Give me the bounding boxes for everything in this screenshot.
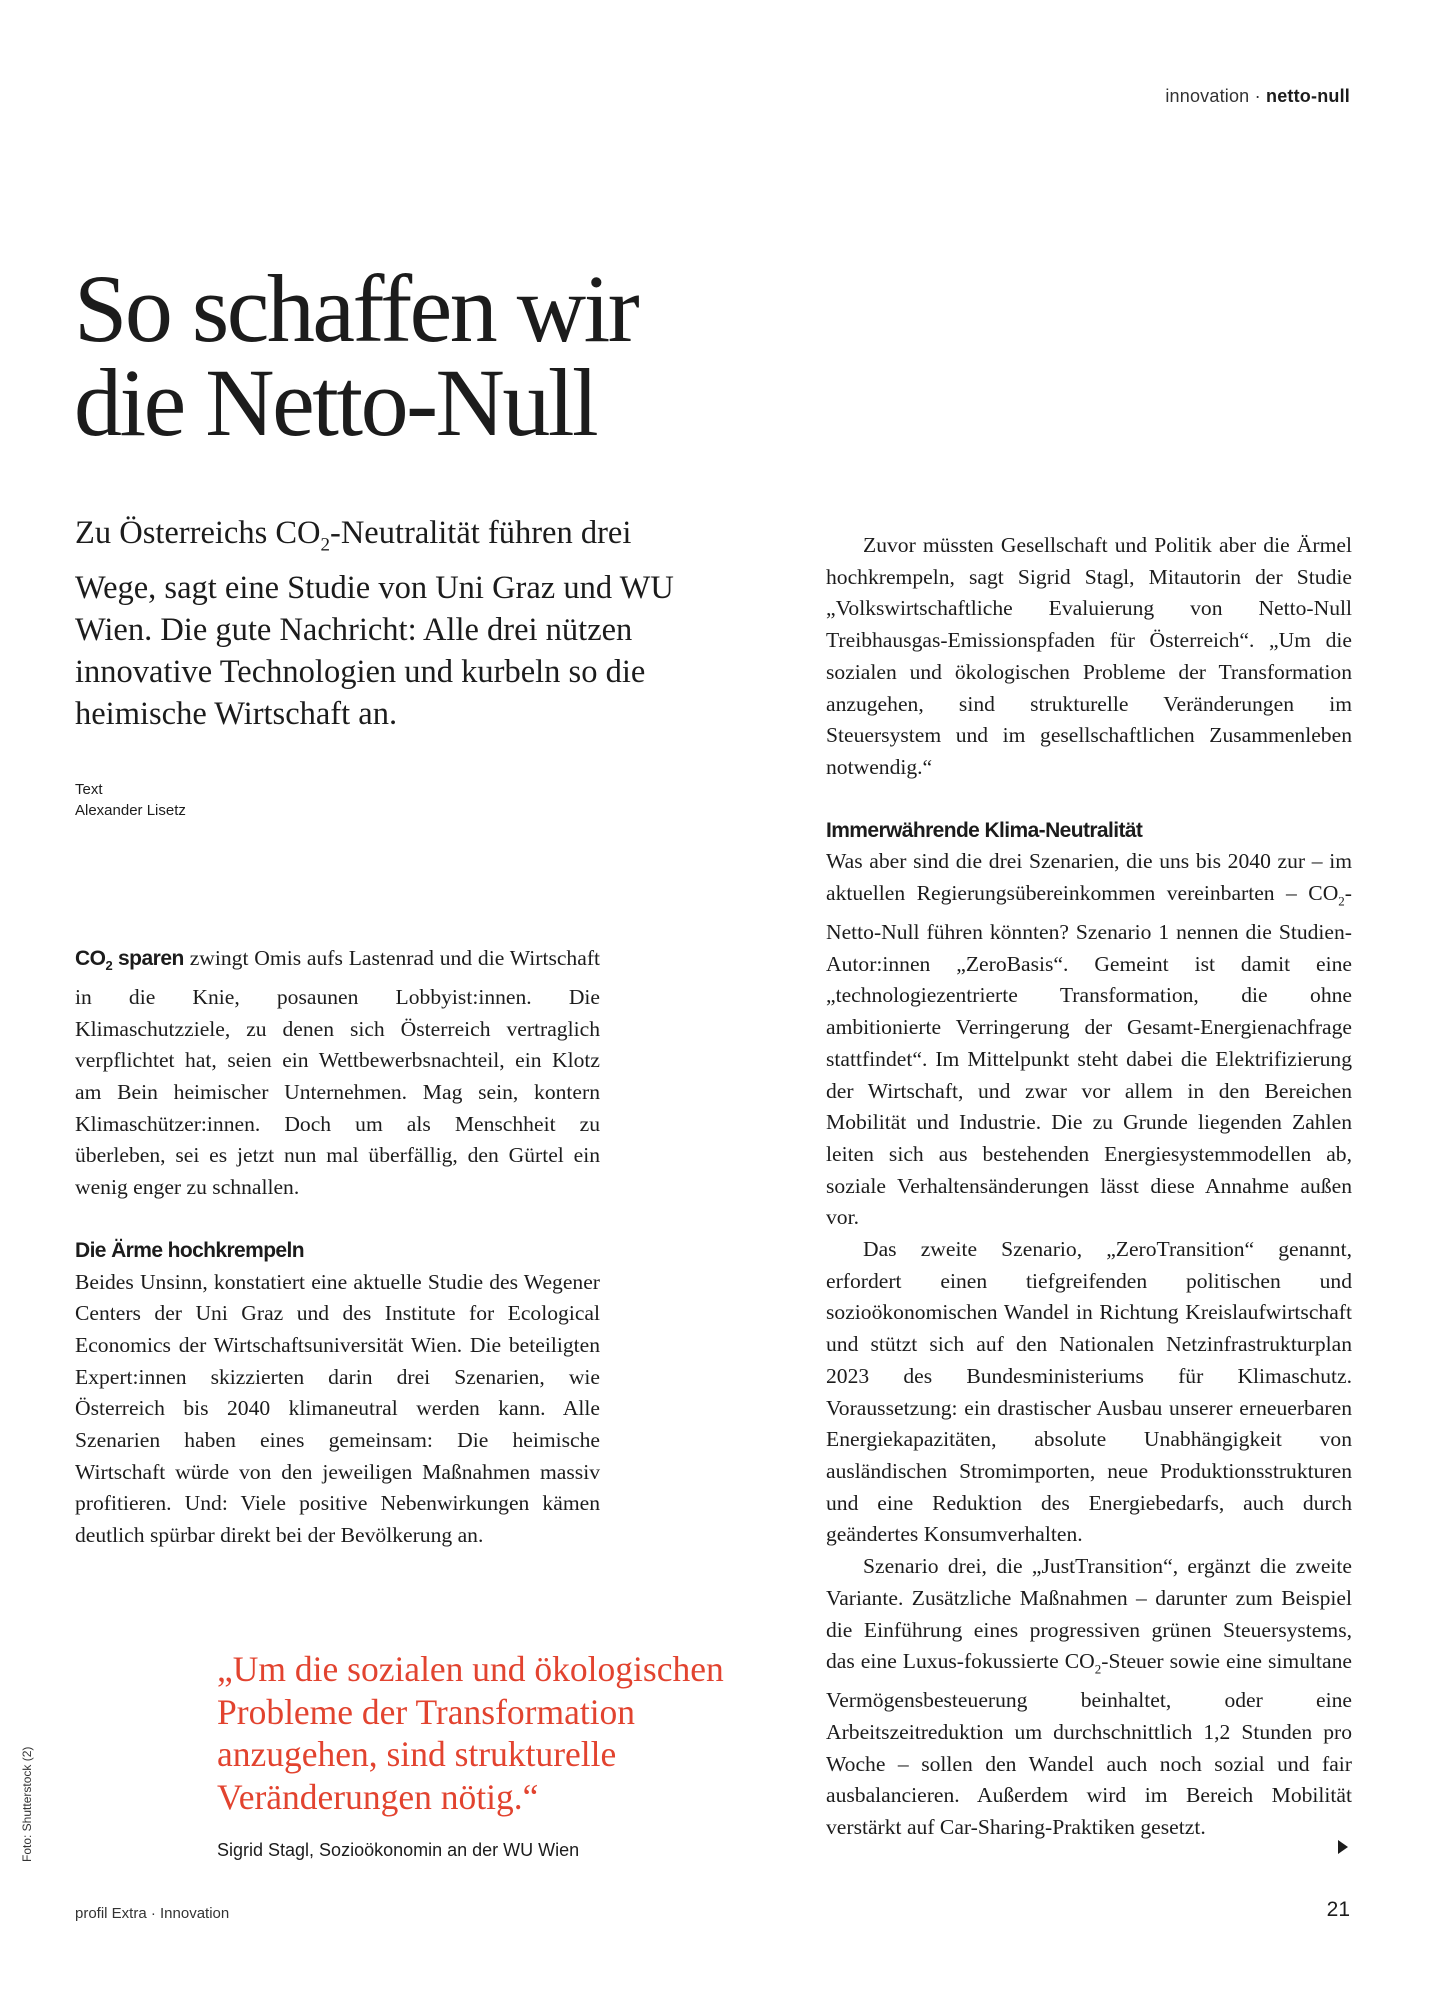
right-paragraph-4-text-2: -Steuer sowie eine simultane Vermögensbesteuerung beinhaltet, oder eine Arbeitszeitreduktion um durchschnittlich 1,2 Stunden pro Woche – sollen den Wandel auch noch sozial und fair ausbalancieren. Außerdem wird im Bereich Mobilität verstärkt auf Car-Sharing-Praktiken gesetzt. [826, 1649, 1352, 1840]
kicker-subscript: 2 [105, 958, 113, 974]
pull-quote [217, 1648, 757, 1861]
page-number: 21 [1326, 1898, 1350, 1921]
right-paragraph-4-text-1: Szenario drei, die „JustTransition“, ergänzt die zweite Variante. Zusätzliche Maßnahmen – darunter zum Beispiel die Einführung eines progressiven grünen Steuersystems, das eine Luxus-fokussierte CO [826, 1554, 1352, 1674]
pull-quote-text: „Um die sozialen und ökologischen Probleme der Transformation anzugehen, sind strukturelle Veränderungen nötig.“ [217, 1649, 724, 1817]
section-separator: · [1254, 86, 1261, 106]
headline-line-2: die Netto-Null [74, 349, 597, 456]
article-column-right [826, 530, 1352, 1844]
right-paragraph-2-subscript: 2 [1338, 893, 1345, 909]
right-paragraph-1: Zuvor müssten Gesellschaft und Politik aber die Ärmel hochkrempeln, sagt Sigrid Stagl, Mitautorin der Studie „Volkswirtschaftliche Evaluierung von Netto-Null Treibhausgas-Emissionspfaden für Österreich“. „Um die sozialen und ökologischen Probleme der Transformation anzugehen, sind strukturelle Veränderungen im Steuersystem und im gesellschaftlichen Zusammenleben notwendig.“ [826, 533, 1352, 779]
kicker-text: CO [75, 947, 106, 970]
pull-quote-source: Sigrid Stagl, Sozioökonomin an der WU Wien [217, 1840, 580, 1860]
right-paragraph-4-subscript: 2 [1094, 1661, 1102, 1677]
right-paragraph-2 [826, 846, 1352, 1234]
kicker [75, 947, 184, 974]
left-paragraph-2: Beides Unsinn, konstatiert eine aktuelle Studie des Wegener Centers der Uni Graz und des Institute for Ecological Economics der Wirtschaftsuniversität Wien. Die beteiligten Expert:innen skizzierten darin drei Szenarien, wie Österreich bis 2040 klimaneutral werden kann. Alle Szenarien haben eines gemeinsam: Die heimische Wirtschaft würde von den jeweiligen Maßnahmen massiv profitieren. Und: Viele positive Nebenwirkungen kämen deutlich spürbar direkt bei der Bevölkerung an. [75, 1269, 600, 1548]
headline-line-1: So schaffen wir [74, 255, 638, 362]
section-tag [1165, 86, 1350, 107]
byline [75, 779, 186, 821]
lead-subscript: 2 [320, 534, 330, 556]
right-subheading: Immerwährende Klima-Neutralität [826, 818, 1143, 842]
byline-author: Alexander Lisetz [75, 802, 186, 819]
byline-label: Text [75, 781, 103, 798]
right-paragraph-2-text-1: Was aber sind die drei Szenarien, die uns bis 2040 zur – im aktuellen Regierungsübereinkommen vereinbarten – CO [826, 849, 1352, 906]
continue-arrow-icon [1338, 1840, 1348, 1854]
left-paragraph-1-text: zwingt Omis aufs Lastenrad und die Wirtschaft in die Knie, posaunen Lobbyist:innen. Die Klimaschutzziele, zu denen sich Österreich vertraglich verpflichtet hat, seien ein Wettbewerbsnachteil, ein Klotz am Bein heimischer Unternehmen. Mag sein, kontern Klimaschützer:innen. Doch um als Menschheit zu überleben, sei es jetzt nun mal überfällig, den Gürtel ein wenig enger zu schnallen. [75, 946, 601, 1200]
section-label: innovation [1165, 86, 1250, 106]
left-paragraph-1 [75, 943, 600, 1204]
headline [74, 255, 894, 456]
lead-paragraph [75, 512, 675, 735]
left-subheading: Die Ärme hochkrempeln [75, 1238, 304, 1262]
right-paragraph-4 [826, 1551, 1352, 1844]
kicker-text-post: sparen [112, 947, 184, 970]
right-paragraph-2-text-2: -Netto-Null führen könnten? Szenario 1 nennen die Studien-Autor:innen „ZeroBasis“. Gemeint ist damit eine „technologiezentrierte Transformation, die ohne ambitionierte Verringerung der Gesamt-Energienachfrage stattfindet“. Im Mittelpunkt steht dabei die Elektrifizierung der Wirtschaft, und zwar vor allem in den Bereichen Mobilität und Industrie. Die zu Grunde liegenden Zahlen leiten sich aus bestehenden Energiesystemmodellen ab, soziale Verhaltensänderungen lässt diese Annahme außen vor. [826, 881, 1352, 1230]
lead-text-1: Zu Österreichs CO [75, 515, 321, 551]
footer-publication: profil Extra · Innovation [75, 1905, 230, 1922]
lead-text-2: -Neutralität führen drei Wege, sagt eine Studie von Uni Graz und WU Wien. Die gute Nachricht: Alle drei nützen innovative Technologien und kurbeln so die heimische Wirtschaft an. [75, 515, 674, 732]
photo-credit: Foto: Shutterstock (2) [20, 1746, 34, 1862]
right-paragraph-3: Das zweite Szenario, „ZeroTransition“ genannt, erfordert einen tiefgreifenden politischen und sozioökonomischen Wandel in Richtung Kreislaufwirtschaft und stützt sich auf den Nationalen Netzinfrastrukturplan 2023 des Bundesministeriums für Klimaschutz. Voraussetzung: ein drastischer Ausbau unserer erneuerbaren Energiekapazitäten, absolute Unabhängigkeit von ausländischen Stromimporten, neue Produktionsstrukturen und eine Reduktion des Energiebedarfs, auch durch geändertes Konsumverhalten. [826, 1237, 1352, 1547]
article-column-left [75, 943, 600, 1552]
subsection-label: netto-null [1266, 86, 1350, 106]
